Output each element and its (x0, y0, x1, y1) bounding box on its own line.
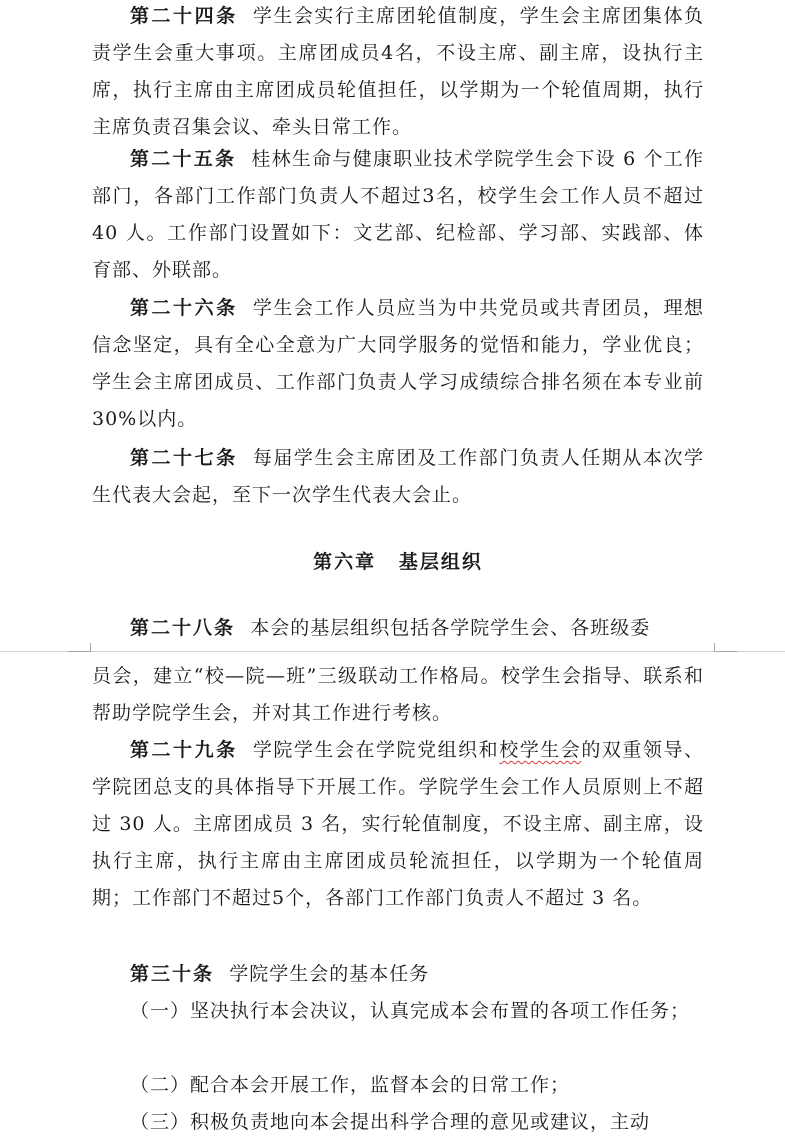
article-30 (92, 956, 704, 993)
article-24-lead: 第二十四条 (130, 5, 238, 27)
spellcheck-marked-text[interactable]: 校学生会 (499, 739, 582, 761)
page-corner-mark-right (714, 643, 737, 652)
article-28-continuation (92, 658, 704, 732)
article-28-first-line (92, 610, 704, 647)
page-corner-mark-left (68, 643, 91, 652)
chapter-title: 基层组织 (398, 551, 483, 573)
article-29-text-post: 的双重领导、学院团总支的具体指导下开展工作。学院学生会工作人员原则上不超过 30 人。主席团成员 3 名，实行轮值制度，不设主席、副主席，设执行主席，执行主席由主席团成员轮流担任，以学期为一个轮值周期；工作部门不超过5个，各部门工作部门负责人不超过 3 名。 (92, 739, 704, 909)
article-27-lead: 第二十七条 (130, 447, 238, 469)
article-29-lead: 第二十九条 (130, 739, 238, 761)
chapter-number: 第六章 (313, 551, 377, 573)
article-26-lead: 第二十六条 (130, 297, 238, 319)
page-break-divider (0, 651, 785, 652)
article-24-text: 学生会实行主席团轮值制度，学生会主席团集体负责学生会重大事项。主席团成员4名，不设主席、副主席，设执行主席，执行主席由主席团成员轮值担任，以学期为一个轮值周期，执行主席负责召集会议、牵头日常工作。 (92, 5, 704, 138)
article-28-text-before-break: 本会的基层组织包括各学院学生会、各班级委 (250, 617, 651, 639)
article-28-lead: 第二十八条 (130, 617, 236, 639)
list-item-3-text: （三）积极负责地向本会提出科学合理的意见或建议，主动 (130, 1111, 651, 1133)
article-30-text: 学院学生会的基本任务 (229, 963, 430, 985)
article-28-text-after-break: 员会，建立“校—院—班”三级联动工作格局。校学生会指导、联系和帮助学院学生会，并对其工作进行考核。 (92, 665, 704, 724)
article-26-text: 学生会工作人员应当为中共党员或共青团员，理想信念坚定，具有全心全意为广大同学服务的觉悟和能力，学业优良；学生会主席团成员、工作部门负责人学习成绩综合排名须在本专业前30%以内。 (92, 297, 704, 430)
list-item (92, 993, 704, 1030)
list-item-2-text: （二）配合本会开展工作，监督本会的日常工作； (130, 1074, 571, 1096)
article-30-lead: 第三十条 (130, 963, 215, 985)
list-item (92, 1104, 704, 1141)
article-25-lead: 第二十五条 (130, 148, 237, 170)
list-item-1-text: （一）坚决执行本会决议，认真完成本会布置的各项工作任务； (130, 1000, 691, 1022)
article-29 (92, 732, 704, 917)
article-25 (92, 141, 704, 289)
article-27-text: 每届学生会主席团及工作部门负责人任期从本次学生代表大会起，至下一次学生代表大会止。 (92, 447, 704, 506)
list-item (92, 1067, 704, 1104)
article-25-text: 桂林生命与健康职业技术学院学生会下设 6 个工作部门，各部门工作部门负责人不超过3名，校学生会工作人员不超过 40 人。工作部门设置如下：文艺部、纪检部、学习部、实践部、体育部、外联部。 (92, 148, 704, 281)
article-24 (92, 0, 704, 146)
article-26 (92, 290, 704, 438)
chapter-heading (92, 544, 704, 581)
article-29-text-pre: 学院学生会在学院党组织和 (252, 739, 500, 761)
article-27 (92, 440, 704, 514)
